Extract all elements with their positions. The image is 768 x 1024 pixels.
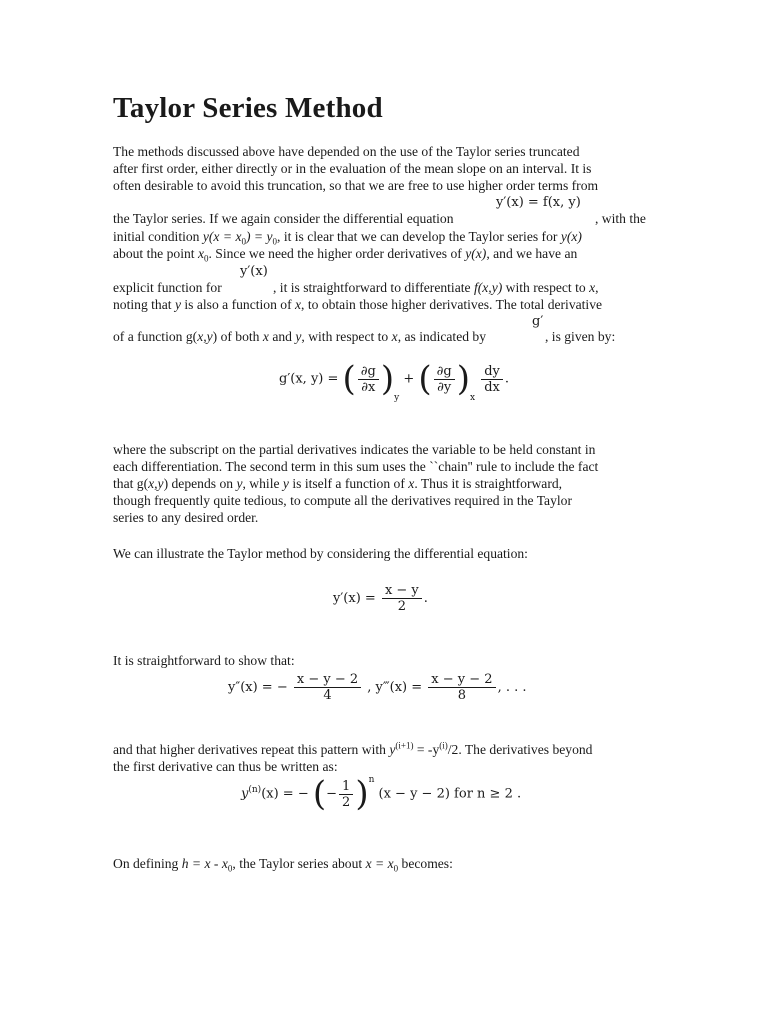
subscript: 0	[204, 253, 209, 264]
text-run: the Taylor series. If we again consider the differential equation	[113, 211, 454, 226]
text-line	[595, 210, 646, 227]
document-page	[113, 0, 658, 1024]
math-run: y″(x) = −	[228, 680, 288, 695]
math-run: x	[589, 280, 596, 295]
numerator: ∂g	[360, 363, 376, 379]
math-run: y	[282, 476, 289, 491]
text-run: , while	[242, 476, 283, 491]
text-line	[113, 652, 295, 669]
text-run: though frequently quite tedious, to compute all the derivatives required in the Taylor	[113, 493, 572, 508]
fraction	[481, 364, 503, 395]
text-line	[113, 143, 580, 160]
text-line	[113, 741, 592, 758]
denominator: 4	[294, 687, 361, 703]
text-run: initial condition	[113, 229, 203, 244]
fraction	[434, 364, 455, 395]
text-line	[113, 855, 453, 872]
subscript: y	[394, 393, 400, 404]
fraction	[382, 583, 422, 614]
equation-higher-derivatives	[228, 672, 527, 703]
text-run: each differentiation. The second term in this sum uses the ``chain'' rule to include the fact	[113, 459, 599, 474]
text-line	[113, 210, 454, 227]
paren-open: (	[418, 359, 432, 399]
text-run: of a function g(	[113, 329, 198, 344]
subscript: 0	[241, 236, 246, 247]
fraction	[339, 779, 353, 810]
denominator: ∂x	[358, 379, 379, 395]
text-run: becomes:	[398, 856, 453, 871]
math-run: y	[295, 329, 302, 344]
page-title: Taylor Series Method	[113, 92, 383, 124]
text-run: and	[268, 329, 296, 344]
math-run: x	[391, 329, 398, 344]
subscript: x	[469, 393, 476, 404]
math-run: (x) = −	[261, 786, 309, 802]
text-run: , to obtain those higher derivatives. The total derivative	[301, 297, 603, 312]
fraction	[358, 364, 379, 395]
math-run: , . . .	[497, 680, 527, 695]
text-run: On defining	[113, 856, 182, 871]
math-run: y	[236, 476, 243, 491]
math-run: /2	[447, 742, 459, 757]
text-line	[113, 545, 528, 562]
equation-inline-gprime: g′	[532, 314, 544, 329]
text-line	[273, 279, 599, 296]
text-run: , and we have an	[486, 246, 578, 261]
text-line	[113, 441, 595, 458]
numerator: x − y − 2	[296, 672, 359, 687]
math-run: −	[326, 786, 338, 802]
text-run: noting that	[113, 297, 175, 312]
text-run: , it is straightforward to differentiate	[273, 280, 474, 295]
text-run: , with the	[595, 211, 646, 226]
math-run: x	[197, 246, 204, 261]
text-run: where the subscript on the partial derivatives indicates the variable to be held constant in	[113, 442, 596, 457]
text-run: It is straightforward to show that:	[113, 653, 295, 668]
denominator: 2	[339, 794, 353, 810]
math-run: ) = y	[245, 229, 273, 244]
equation-inline-yprime: y′(x)	[240, 264, 268, 279]
text-run: , the Taylor series about	[232, 856, 366, 871]
text-run: explicit function for	[113, 280, 222, 295]
text-line	[113, 245, 577, 262]
math-run: x = x	[365, 856, 394, 871]
text-run: , is given by:	[545, 329, 616, 344]
text-line	[545, 328, 615, 345]
text-line	[113, 228, 582, 245]
numerator: 1	[342, 778, 351, 794]
text-line	[113, 160, 591, 177]
math-run: x	[262, 329, 269, 344]
text-line	[113, 458, 598, 475]
text-run: , as indicated by	[397, 329, 487, 344]
text-run: . The derivatives beyond	[458, 742, 593, 757]
math-run: f(x,y)	[473, 280, 503, 295]
text-line	[113, 177, 598, 194]
denominator: ∂y	[434, 379, 455, 395]
text-run: , with respect to	[301, 329, 392, 344]
text-run: We can illustrate the Taylor method by considering the differential equation:	[113, 546, 528, 561]
math-run: = -y	[413, 742, 440, 757]
math-run: x	[295, 297, 302, 312]
text-run: the first derivative can thus be written as:	[113, 759, 338, 774]
math-run: h = x - x	[181, 856, 228, 871]
text-run: is also a function of	[180, 297, 295, 312]
numerator: x − y − 2	[431, 672, 493, 687]
text-line	[113, 492, 572, 509]
math-run: x,y	[148, 476, 164, 491]
math-run: y	[389, 742, 396, 757]
subscript: 0	[272, 236, 278, 247]
text-run: series to any desired order.	[113, 510, 259, 525]
paren-close: )	[456, 359, 470, 399]
text-line	[113, 475, 562, 492]
math-run: y	[241, 786, 249, 802]
math-run: y(x)	[560, 229, 582, 244]
text-line	[113, 279, 222, 296]
numerator: ∂g	[436, 363, 452, 379]
text-run: . Thus it is straightforward,	[414, 476, 563, 491]
math-run: x,y	[197, 329, 213, 344]
text-line	[113, 296, 602, 313]
math-run: y(x)	[465, 246, 487, 261]
equation-total-derivative	[279, 359, 509, 404]
numerator: dy	[484, 363, 500, 379]
math-run: g′(x, y) =	[279, 371, 339, 387]
fraction	[294, 672, 361, 703]
text-run: is itself a function of	[288, 476, 409, 491]
text-run: , it is clear that we can develop the Taylor series for	[277, 229, 561, 244]
equation-ode	[333, 583, 428, 614]
text-run: that g(	[113, 476, 149, 491]
text-run: with respect to	[502, 280, 590, 295]
text-run: ,	[595, 280, 599, 295]
text-line	[113, 509, 258, 526]
numerator: x − y	[384, 583, 419, 598]
equation-nth-derivative	[241, 774, 522, 814]
math-run: y	[174, 297, 181, 312]
math-run: y(x = x	[202, 229, 242, 244]
math-run: , y‴(x) =	[367, 680, 423, 695]
denominator: dx	[481, 379, 503, 395]
equation-inline-ode: y′(x) = f(x, y)	[496, 195, 581, 210]
text-line	[113, 328, 486, 345]
denominator: 8	[428, 687, 495, 703]
superscript: n	[368, 775, 375, 786]
denominator: 2	[382, 598, 422, 614]
paren-open: (	[312, 774, 327, 814]
subscript: 0	[227, 863, 233, 874]
paren-open: (	[342, 359, 356, 399]
paren-close: )	[355, 774, 369, 814]
math-run: y′(x) =	[333, 591, 376, 606]
math-run: .	[423, 591, 428, 606]
math-run: (x − y − 2) for n ≥ 2 .	[378, 786, 522, 802]
text-run: The methods discussed above have depended on the use of the Taylor series truncated	[113, 144, 580, 159]
text-run: about the point	[113, 246, 198, 261]
superscript: (i+1)	[395, 740, 414, 751]
text-run: ) depends on	[163, 476, 237, 491]
subscript: 0	[393, 863, 399, 874]
text-run: often desirable to avoid this truncation, so that we are free to use higher order terms from	[113, 178, 599, 193]
text-run: . Since we need the higher order derivatives of	[208, 246, 466, 261]
text-line	[113, 758, 338, 775]
superscript: (n)	[248, 785, 262, 796]
text-run: ) of both	[212, 329, 263, 344]
math-run: .	[504, 371, 509, 387]
math-run: +	[403, 371, 415, 387]
fraction	[428, 672, 495, 703]
text-run: and that higher derivatives repeat this pattern with	[113, 742, 390, 757]
superscript: (i)	[439, 740, 448, 751]
paren-close: )	[380, 359, 395, 399]
text-run: after first order, either directly or in the evaluation of the mean slope on an interval. It is	[113, 161, 592, 176]
math-run: x	[408, 476, 415, 491]
